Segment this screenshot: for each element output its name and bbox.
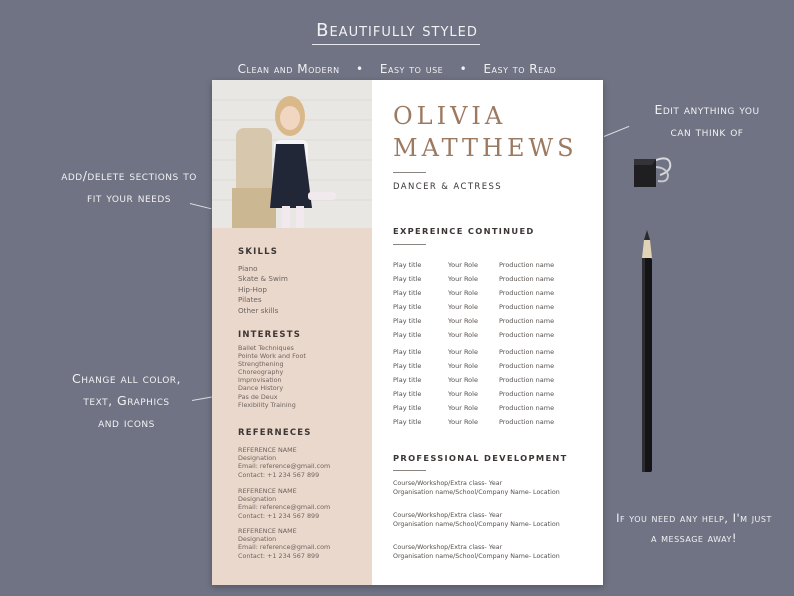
skills-title: SKILLS <box>238 247 279 257</box>
divider <box>393 470 426 471</box>
development-entry <box>393 512 560 529</box>
list-item: Ballet Techniques <box>238 344 294 352</box>
play-title: Play title <box>393 418 422 426</box>
list-item: Hip-Hop <box>238 284 267 294</box>
feature-item: Easy to use <box>379 62 444 76</box>
production-name: Production name <box>499 404 555 412</box>
course-line: Course/Workshop/Extra class- Year <box>393 480 503 487</box>
list-item: Pas de Deux <box>238 392 278 401</box>
production-name: Production name <box>499 289 555 297</box>
table-row <box>393 404 593 414</box>
table-row <box>393 303 593 313</box>
help-note-line: a message away! <box>651 531 737 545</box>
reference-designation: Designation <box>238 454 277 463</box>
play-title: Play title <box>393 376 422 384</box>
development-entry <box>393 544 560 561</box>
feature-item: Clean and Modern <box>237 62 340 76</box>
help-note <box>594 508 794 548</box>
interests-title: INTERESTS <box>238 330 302 340</box>
reference-name: REFERENCE NAME <box>238 446 297 454</box>
references-title: REFERNECES <box>238 428 312 438</box>
play-role: Your Role <box>448 390 478 398</box>
sections-note-line: fit your needs <box>87 190 171 205</box>
production-name: Production name <box>499 331 555 339</box>
list-item: Improvisation <box>238 376 282 385</box>
bullet-dot: • <box>459 62 468 76</box>
edit-note <box>622 99 792 143</box>
list-item: Dance History <box>238 384 284 393</box>
reference-designation: Designation <box>238 495 277 504</box>
reference-entry <box>238 487 330 520</box>
reference-email: Email: reference@gmail.com <box>238 543 331 552</box>
first-name: OLIVIA <box>393 102 507 130</box>
play-title: Play title <box>393 317 422 325</box>
reference-contact: Contact: +1 234 567 899 <box>238 551 320 560</box>
sections-note-line: add/delete sections to <box>61 168 197 183</box>
list-item: Flexibility Training <box>238 400 296 409</box>
interests-list <box>238 344 306 409</box>
bullet-dot: • <box>356 62 364 76</box>
experience-title: EXPEREINCE CONTINUED <box>393 226 535 236</box>
table-row <box>393 390 593 400</box>
production-name: Production name <box>499 390 555 398</box>
production-name: Production name <box>499 317 555 325</box>
table-row <box>393 376 593 386</box>
production-name: Production name <box>499 376 555 384</box>
reference-email: Email: reference@gmail.com <box>238 503 331 512</box>
reference-entry <box>238 527 330 560</box>
play-role: Your Role <box>448 418 478 426</box>
list-item: Other skills <box>238 305 279 315</box>
play-role: Your Role <box>448 348 478 356</box>
play-title: Play title <box>393 289 422 297</box>
production-name: Production name <box>499 348 555 356</box>
production-name: Production name <box>499 261 555 269</box>
last-name: MATTHEWS <box>393 134 578 162</box>
play-title: Play title <box>393 275 422 283</box>
play-role: Your Role <box>448 275 478 283</box>
feature-list <box>0 62 794 76</box>
resume-sheet <box>212 80 603 585</box>
list-item: Skate & Swim <box>238 274 288 284</box>
color-note-line: Change all color, <box>71 371 182 386</box>
headline-underline <box>312 44 480 45</box>
play-title: Play title <box>393 331 422 339</box>
reference-email: Email: reference@gmail.com <box>238 462 331 471</box>
list-item: Pilates <box>238 295 262 305</box>
play-role: Your Role <box>448 303 478 311</box>
table-row <box>393 418 593 428</box>
list-item: Pointe Work and Foot <box>238 352 306 361</box>
list-item: Strengthening <box>238 360 284 369</box>
list-item: Choreography <box>238 368 284 377</box>
reference-entry <box>238 446 330 479</box>
reference-contact: Contact: +1 234 567 899 <box>238 470 320 479</box>
reference-contact: Contact: +1 234 567 899 <box>238 511 320 520</box>
development-entry <box>393 480 560 497</box>
development-title: PROFESSIONAL DEVELOPMENT <box>393 453 568 463</box>
edit-note-line: can think of <box>670 124 744 139</box>
play-title: Play title <box>393 261 422 269</box>
production-name: Production name <box>499 362 555 370</box>
play-role: Your Role <box>448 317 478 325</box>
color-note-line: and icons <box>98 415 155 430</box>
play-title: Play title <box>393 404 422 412</box>
table-row <box>393 261 593 271</box>
production-name: Production name <box>499 275 555 283</box>
course-line: Course/Workshop/Extra class- Year <box>393 544 503 551</box>
sections-note <box>38 165 220 209</box>
role-title: DANCER & ACTRESS <box>393 182 503 192</box>
table-row <box>393 331 593 341</box>
play-role: Your Role <box>448 362 478 370</box>
play-role: Your Role <box>448 261 478 269</box>
play-role: Your Role <box>448 289 478 297</box>
organisation-line: Organisation name/School/Company Name- Location <box>393 552 560 560</box>
play-role: Your Role <box>448 376 478 384</box>
edit-note-line: Edit anything you <box>654 102 760 117</box>
help-note-line: If you need any help, I'm just <box>616 511 772 525</box>
color-note <box>44 368 209 434</box>
organisation-line: Organisation name/School/Company Name- Location <box>393 520 560 528</box>
table-row <box>393 362 593 372</box>
headline: Beautifully styled <box>316 20 478 41</box>
portrait-photo <box>212 80 372 228</box>
table-row <box>393 275 593 285</box>
color-note-line: text, Graphics <box>83 393 170 408</box>
play-title: Play title <box>393 348 422 356</box>
play-role: Your Role <box>448 331 478 339</box>
play-title: Play title <box>393 303 422 311</box>
binder-clip-icon <box>632 153 672 191</box>
production-name: Production name <box>499 418 555 426</box>
table-row <box>393 348 593 358</box>
reference-designation: Designation <box>238 535 277 544</box>
play-title: Play title <box>393 362 422 370</box>
reference-name: REFERENCE NAME <box>238 527 297 535</box>
feature-item: Easy to Read <box>483 62 557 76</box>
table-row <box>393 289 593 299</box>
play-title: Play title <box>393 390 422 398</box>
divider <box>393 172 426 173</box>
reference-name: REFERENCE NAME <box>238 487 297 495</box>
pencil-icon <box>636 230 658 475</box>
divider <box>393 244 426 245</box>
organisation-line: Organisation name/School/Company Name- Location <box>393 488 560 496</box>
skills-list <box>238 264 288 316</box>
course-line: Course/Workshop/Extra class- Year <box>393 512 503 519</box>
table-row <box>393 317 593 327</box>
list-item: Piano <box>238 264 258 273</box>
production-name: Production name <box>499 303 555 311</box>
play-role: Your Role <box>448 404 478 412</box>
